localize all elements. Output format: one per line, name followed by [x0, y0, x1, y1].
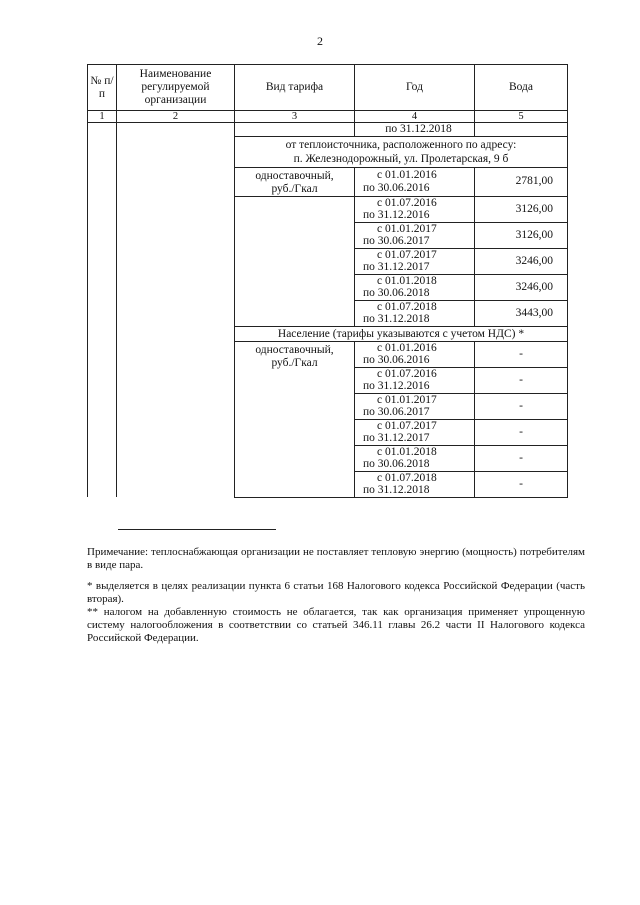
source-address-line1: от теплоисточника, расположенного по адресу: — [285, 138, 517, 151]
period-to: по 31.12.2018 — [363, 484, 430, 496]
year-cell: по 31.12.2018 — [355, 123, 475, 137]
period-cell — [355, 419, 475, 445]
colnum-5: 5 — [475, 111, 568, 123]
period-from: с 01.01.2016 — [377, 169, 437, 181]
value-cell: - — [475, 341, 568, 367]
org-cell — [117, 123, 235, 498]
header-water: Вода — [475, 65, 568, 111]
period-to: по 30.06.2017 — [363, 406, 430, 418]
period-from: с 01.07.2017 — [377, 419, 437, 432]
value-cell: - — [475, 367, 568, 393]
tariff-type-cell — [235, 167, 355, 196]
period-to: по 30.06.2018 — [363, 458, 430, 470]
period-from: с 01.07.2018 — [377, 471, 437, 484]
period-from: с 01.01.2017 — [377, 222, 437, 235]
period-to: по 31.12.2018 — [363, 313, 430, 325]
population-label: Население (тарифы указываются с учетом НДС) * — [235, 326, 568, 341]
period-to: по 30.06.2016 — [363, 354, 430, 366]
period-cell — [355, 248, 475, 274]
value-cell: - — [475, 419, 568, 445]
value-cell: - — [475, 471, 568, 497]
period-from: с 01.01.2016 — [377, 341, 437, 354]
value-cell: 2781,00 — [475, 167, 568, 196]
period-from: с 01.07.2016 — [377, 196, 437, 209]
colnum-4: 4 — [355, 111, 475, 123]
header-num: № п/п — [88, 65, 117, 111]
period-from: с 01.01.2017 — [377, 393, 437, 406]
period-cell — [355, 445, 475, 471]
period-cell — [355, 471, 475, 497]
period-to: по 31.12.2016 — [363, 380, 430, 392]
value-cell: 3246,00 — [475, 274, 568, 300]
period-cell — [355, 367, 475, 393]
tariff-unit: руб./Гкал — [271, 356, 318, 369]
footnote-divider — [118, 529, 276, 530]
num-cell — [88, 123, 117, 498]
tariff-table — [87, 64, 568, 498]
footnotes — [87, 546, 585, 653]
value-cell: - — [475, 393, 568, 419]
period-cell — [355, 274, 475, 300]
value-cell: 3126,00 — [475, 196, 568, 222]
tariff-type-cell — [235, 341, 355, 497]
value-cell: 3443,00 — [475, 300, 568, 326]
tariff-type: одноставочный, — [255, 343, 334, 356]
colnum-2: 2 — [117, 111, 235, 123]
tariff-type: одноставочный, — [255, 169, 334, 182]
header-tariff: Вид тарифа — [235, 65, 355, 111]
period-cell — [355, 196, 475, 222]
note-remark: Примечание: теплоснабжающая организации не поставляет тепловую энергию (мощность) потребителям в виде пара. — [87, 546, 585, 571]
source-address-line2: п. Железнодорожный, ул. Пролетарская, 9 б — [293, 152, 509, 165]
header-row — [88, 65, 568, 111]
period-to: по 30.06.2016 — [363, 181, 430, 194]
column-numbers-row — [88, 111, 568, 123]
period-from: с 01.01.2018 — [377, 445, 437, 458]
tariff-cell-empty — [235, 123, 355, 137]
colnum-3: 3 — [235, 111, 355, 123]
page-number: 2 — [317, 34, 323, 48]
period-to: по 31.12.2017 — [363, 261, 430, 273]
colnum-1: 1 — [88, 111, 117, 123]
source-address-cell — [235, 136, 568, 167]
period-to: по 30.06.2017 — [363, 235, 430, 247]
note-asterisk: * выделяется в целях реализации пункта 6 статьи 168 Налогового кодекса Российской Федерации (часть вторая). — [87, 580, 585, 605]
table-row — [88, 123, 568, 137]
value-cell: 3126,00 — [475, 222, 568, 248]
period-to: по 31.12.2016 — [363, 209, 430, 221]
period-from: с 01.01.2018 — [377, 274, 437, 287]
header-year: Год — [355, 65, 475, 111]
tariff-unit: руб./Гкал — [271, 182, 318, 195]
period-from: с 01.07.2017 — [377, 248, 437, 261]
value-cell-empty — [475, 123, 568, 137]
period-cell — [355, 341, 475, 367]
value-cell: 3246,00 — [475, 248, 568, 274]
value-cell: - — [475, 445, 568, 471]
period-cell — [355, 167, 475, 196]
period-cell — [355, 300, 475, 326]
period-from: с 01.07.2016 — [377, 367, 437, 380]
period-to: по 31.12.2017 — [363, 432, 430, 444]
period-cell — [355, 393, 475, 419]
tariff-cell-empty — [235, 196, 355, 326]
period-cell — [355, 222, 475, 248]
period-to: по 30.06.2018 — [363, 287, 430, 299]
note-double-asterisk: ** налогом на добавленную стоимость не облагается, так как организация применяет упрощенную систему налогообложения в соответствии со статьей 346.11 главы 26.2 части II Налогового кодекса Российской Федерации. — [87, 606, 585, 644]
header-org: Наименование регулируемой организации — [117, 65, 235, 111]
period-from: с 01.07.2018 — [377, 300, 437, 313]
